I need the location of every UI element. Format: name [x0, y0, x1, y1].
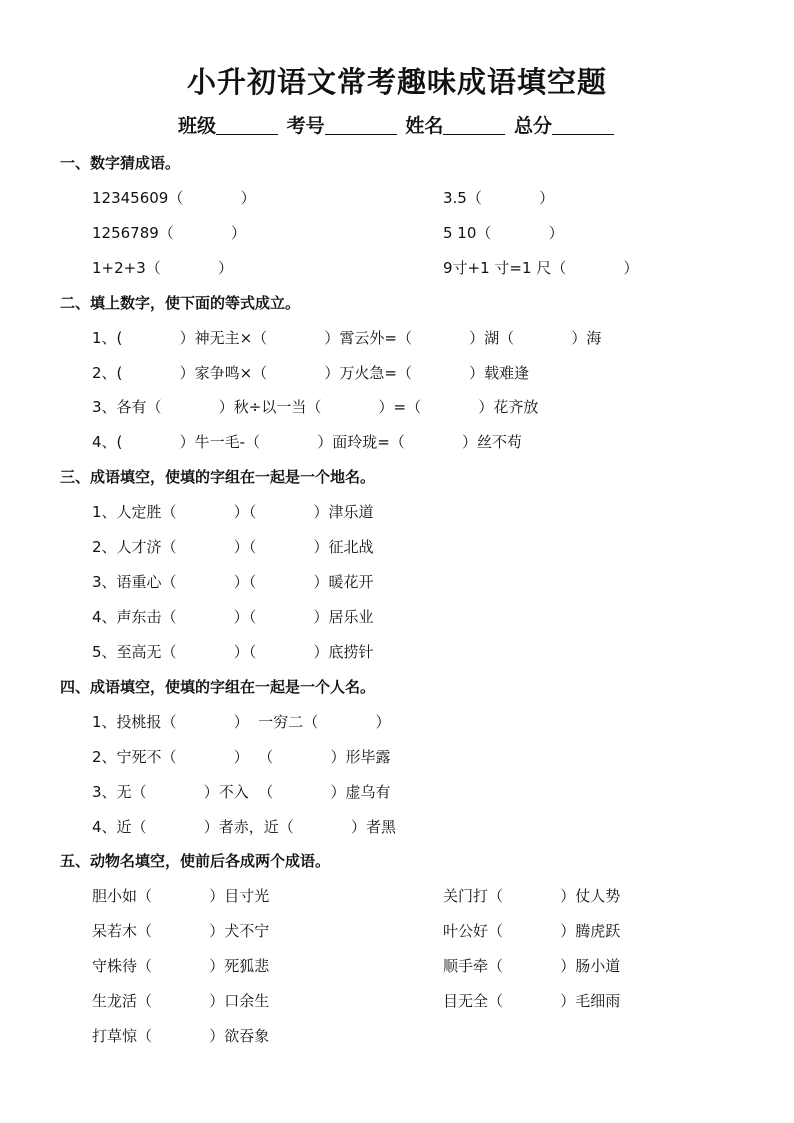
s1-question-5[interactable]: [443, 222, 564, 243]
s5-question-text: 顺手牵（ ）肠小道: [443, 957, 621, 975]
section-5-heading: 五、动物名填空，使前后各成两个成语。: [60, 852, 331, 870]
s3-question-1[interactable]: [92, 501, 373, 522]
name-blank[interactable]: [443, 116, 505, 135]
s4-question-1[interactable]: [92, 711, 391, 732]
s5-question-9[interactable]: [443, 990, 620, 1011]
s5-question-text: 叶公好（ ）腾虎跃: [443, 922, 621, 940]
s5-question-text: 生龙活（ ）口余生: [92, 992, 270, 1010]
s2-question-3[interactable]: [92, 396, 538, 417]
s3-question-2[interactable]: [92, 536, 373, 557]
s1-question-4[interactable]: [443, 187, 554, 208]
s3-question-5[interactable]: [92, 641, 373, 662]
s1-question-6[interactable]: [443, 257, 639, 278]
s1-question-text: 1256789（ ）: [92, 224, 247, 242]
s2-question-text: 3、各有（ ）秋÷以一当（ ）=（ ）花齐放: [92, 398, 539, 416]
s4-question-3[interactable]: [92, 781, 391, 802]
student-info-line: [0, 111, 794, 138]
score-label: 总分: [513, 115, 552, 137]
s4-question-2[interactable]: [92, 746, 391, 767]
s2-question-2[interactable]: [92, 362, 529, 383]
s2-question-text: 1、( ）神无主×（ ）霄云外=（ ）湖（ ）海: [92, 329, 602, 347]
s3-question-text: 3、语重心（ ）（ ）暖花开: [92, 573, 374, 591]
s5-question-4[interactable]: [92, 990, 269, 1011]
s4-question-text: 2、宁死不（ ） （ ）形毕露: [92, 748, 391, 766]
s5-question-2[interactable]: [92, 920, 269, 941]
s3-question-text: 5、至高无（ ）（ ）底捞针: [92, 643, 374, 661]
s1-question-2[interactable]: [92, 222, 246, 243]
s1-question-text: 3.5（ ）: [443, 189, 555, 207]
s3-question-text: 4、声东击（ ）（ ）居乐业: [92, 608, 374, 626]
s2-question-4[interactable]: [92, 431, 522, 452]
s5-question-5[interactable]: [92, 1025, 269, 1046]
s4-question-text: 3、无（ ）不入 （ ）虚乌有: [92, 783, 391, 801]
s4-question-text: 4、近（ ）者赤，近（ ）者黑: [92, 818, 396, 836]
s3-question-3[interactable]: [92, 571, 373, 592]
s3-question-4[interactable]: [92, 606, 373, 627]
s4-question-4[interactable]: [92, 816, 396, 837]
s5-question-1[interactable]: [92, 885, 269, 906]
section-4-heading: 四、成语填空，使填的字组在一起是一个人名。: [60, 678, 376, 696]
section-2-heading: 二、填上数字，使下面的等式成立。: [60, 294, 301, 312]
s1-question-text: 5 10（ ）: [443, 224, 564, 242]
s5-question-text: 打草惊（ ）欲吞象: [92, 1027, 270, 1045]
s2-question-text: 2、( ）家争鸣×（ ）万火急=（ ）载难逢: [92, 364, 530, 382]
s5-question-7[interactable]: [443, 920, 620, 941]
s1-question-3[interactable]: [92, 257, 233, 278]
class-blank[interactable]: [216, 116, 278, 135]
s1-question-text: 9寸+1 寸=1 尺（ ）: [443, 259, 639, 277]
class-label: 班级: [178, 115, 217, 137]
score-blank[interactable]: [552, 116, 614, 135]
page-title: 小升初语文常考趣味成语填空题: [186, 65, 607, 99]
s3-question-text: 1、人定胜（ ）（ ）津乐道: [92, 503, 374, 521]
s5-question-text: 呆若木（ ）犬不宁: [92, 922, 270, 940]
s3-question-text: 2、人才济（ ）（ ）征北战: [92, 538, 374, 556]
s5-question-8[interactable]: [443, 955, 620, 976]
s1-question-1[interactable]: [92, 187, 256, 208]
s1-question-text: 1+2+3（ ）: [92, 259, 233, 277]
exam-no-blank[interactable]: [325, 116, 397, 135]
s5-question-text: 关门打（ ）仗人势: [443, 887, 621, 905]
s1-question-text: 12345609（ ）: [92, 189, 256, 207]
s5-question-text: 胆小如（ ）目寸光: [92, 887, 270, 905]
s2-question-text: 4、( ）牛一毛-（ ）面玲珑=（ ）丝不苟: [92, 433, 523, 451]
s4-question-text: 1、投桃报（ ） 一穷二（ ）: [92, 713, 391, 731]
s5-question-text: 目无全（ ）毛细雨: [443, 992, 621, 1010]
section-3-heading: 三、成语填空，使填的字组在一起是一个地名。: [60, 468, 376, 486]
s5-question-6[interactable]: [443, 885, 620, 906]
s5-question-3[interactable]: [92, 955, 269, 976]
name-label: 姓名: [405, 115, 444, 137]
s2-question-1[interactable]: [92, 327, 601, 348]
section-1-heading: 一、数字猜成语。: [60, 154, 181, 172]
exam-no-label: 考号: [286, 115, 325, 137]
s5-question-text: 守株待（ ）死狐悲: [92, 957, 270, 975]
